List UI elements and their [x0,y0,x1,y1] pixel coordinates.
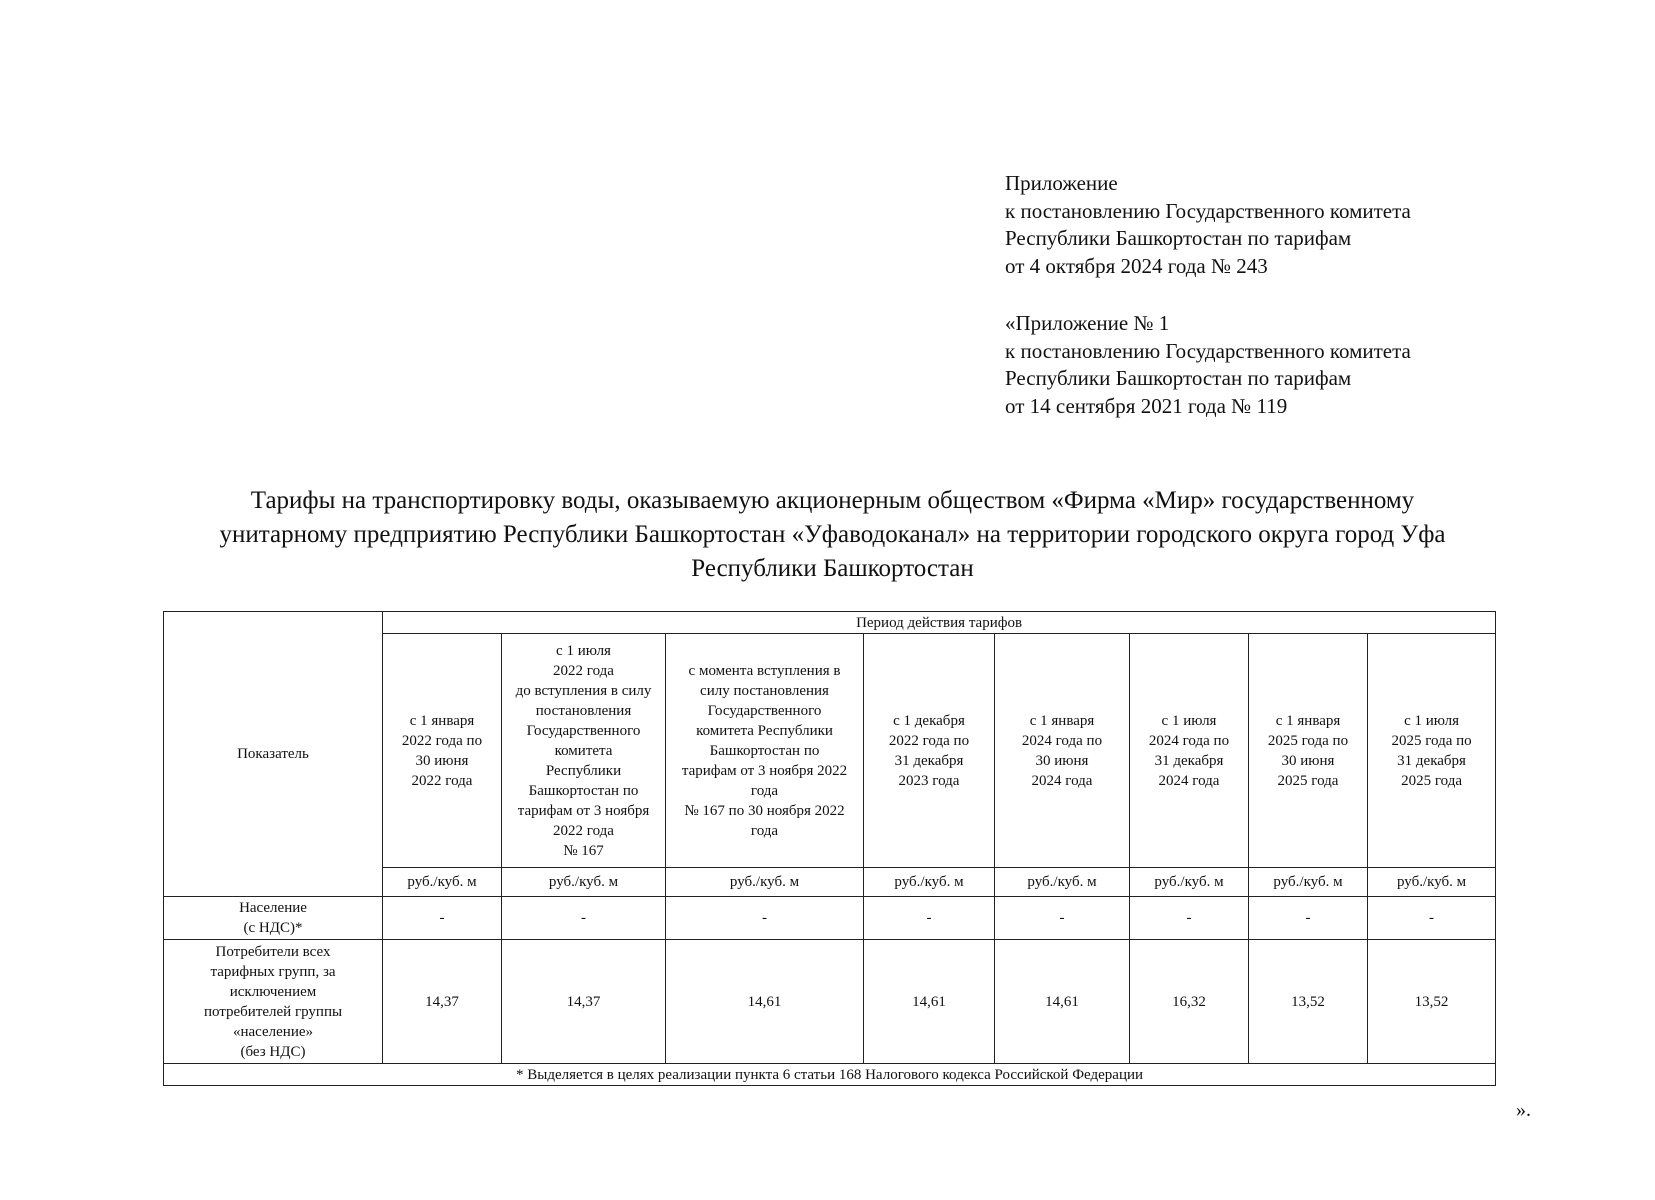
tariff-value: - [1368,897,1496,940]
row-label-line: потребителей группы [203,1003,343,1020]
period-header-cell-line: 2024 года [1158,772,1220,789]
tariff-value: - [666,897,864,940]
period-header-cell [864,634,995,868]
period-header-cell-line: комитета Республики [696,722,833,739]
period-header-cell [1130,634,1249,868]
table-row [164,897,1496,940]
period-header-cell-line: 30 июня [1035,752,1089,769]
unit-cell: руб./куб. м [995,868,1130,897]
original-appendix-header-line: от 14 сентября 2021 года № 119 [1005,393,1288,418]
tariff-value: 14,61 [666,940,864,1064]
period-header-cell-line: с 1 января [1029,712,1095,729]
unit-cell: руб./куб. м [666,868,864,897]
period-header-cell-line: года [750,822,779,839]
period-header-cell [502,634,666,868]
period-header: Период действия тарифов [383,612,1496,634]
unit-cell: руб./куб. м [383,868,502,897]
period-header-cell-line: с 1 января [1275,712,1341,729]
period-header-cell-line: № 167 по 30 ноября 2022 [684,802,845,819]
period-header-cell-line: с 1 июля [1161,712,1217,729]
period-header-cell-line: Республики [545,762,622,779]
period-header-cell [666,634,864,868]
row-label [164,940,383,1064]
tariff-value: - [1249,897,1368,940]
period-header-cell-line: с 1 июля [1404,712,1459,729]
period-header-cell-line: до вступления в силу [515,682,652,699]
period-header-cell-line: 2024 года по [1148,732,1230,749]
appendix-header-line: Приложение [1005,171,1118,195]
unit-cell: руб./куб. м [864,868,995,897]
period-header-cell-line: комитета [554,742,613,759]
row-label-line: Население [239,900,307,916]
period-header-cell-line: 30 июня [1281,752,1335,769]
period-header-cell-line: Государственного [526,722,641,739]
period-header-cell-line: 2022 года [411,772,473,789]
period-header-cell-line: постановления [535,702,632,719]
period-header-cell-line: с 1 января [409,712,475,729]
appendix-header [1005,170,1411,280]
period-header-cell-line: года [750,782,779,799]
period-header-cell-line: 2025 года [1277,772,1339,789]
tariff-value: 14,37 [383,940,502,1064]
row-label-line: исключением [229,983,317,1000]
footnote: * Выделяется в целях реализации пункта 6 статьи 168 Налогового кодекса Российской Федерации [164,1064,1496,1086]
row-label-line: Потребители всех [215,943,331,960]
period-header-cell-line: 2022 года по [888,732,970,749]
title-line: Республики Башкортостан [691,555,974,582]
tariff-value: - [1130,897,1249,940]
period-header-cell-line: 2024 года [1031,772,1093,789]
row-label-line: (с НДС)* [243,920,303,936]
original-appendix-header-line: к постановлению Государственного комитета [1005,338,1411,363]
tariff-value: - [502,897,666,940]
title-line: унитарному предприятию Республики Башкортостан «Уфаводоканал» на территории городского округа город Уфа [219,521,1446,548]
unit-cell: руб./куб. м [502,868,666,897]
period-header-cell-line: 2025 года по [1267,732,1349,749]
tariff-value: - [995,897,1130,940]
appendix-header-line: от 4 октября 2024 года № 243 [1005,253,1268,278]
tariff-value: 14,61 [864,940,995,1064]
period-header-cell [995,634,1130,868]
period-header-cell-line: 2022 года [553,822,614,839]
title-line: Тарифы на транспортировку воды, оказываемую акционерным обществом «Фирма «Мир» государственному [250,487,1415,514]
end-mark: ». [1516,1099,1531,1121]
period-header-cell-line: с момента вступления в [688,662,841,679]
tariff-value: 13,52 [1368,940,1496,1064]
period-header-cell-line: 2022 года по [401,732,483,749]
period-header-cell-line: 2024 года по [1021,732,1103,749]
tariff-value: - [383,897,502,940]
period-header-cell-line: 31 декабря [894,752,964,769]
period-header-cell-line: 30 июня [415,752,469,769]
period-header-cell-line: 2022 года [553,662,614,679]
table-row [164,940,1496,1064]
row-label-line: (без НДС) [240,1043,306,1060]
tariff-value: 16,32 [1130,940,1249,1064]
unit-cell: руб./куб. м [1130,868,1249,897]
tariff-table [163,611,1496,1086]
tariff-value: 14,61 [995,940,1130,1064]
indicator-header: Показатель [164,612,383,897]
period-header-cell-line: Башкортостан по [528,782,639,799]
period-header-cell-line: Башкортостан по [709,742,820,759]
period-header-cell-line: Государственного [707,702,822,719]
period-header-cell-line: 2025 года по [1391,732,1472,749]
original-appendix-header-line: «Приложение № 1 [1005,311,1170,335]
original-appendix-header [1005,310,1411,420]
row-label-line: тарифных групп, за [210,963,336,980]
period-header-cell [383,634,502,868]
appendix-header-line: к постановлению Государственного комитета [1005,198,1411,223]
tariff-value: 14,37 [502,940,666,1064]
tariff-value: 13,52 [1249,940,1368,1064]
period-header-cell-line: 31 декабря [1154,752,1224,769]
unit-cell: руб./куб. м [1368,868,1496,897]
period-header-cell [1368,634,1496,868]
appendix-header-line: Республики Башкортостан по тарифам [1005,226,1352,250]
document-title [120,484,1545,586]
period-header-cell-line: тарифам от 3 ноября [517,802,650,819]
period-header-cell-line: тарифам от 3 ноября 2022 [681,762,848,779]
period-header-cell [1249,634,1368,868]
period-header-cell-line: 2025 года [1401,772,1462,789]
period-header-cell-line: 31 декабря [1397,752,1466,769]
period-header-cell-line: № 167 [563,842,604,859]
original-appendix-header-line: Республики Башкортостан по тарифам [1005,366,1352,390]
period-header-cell-line: силу постановления [700,682,829,699]
row-label-line: «население» [232,1023,314,1040]
tariff-value: - [864,897,995,940]
period-header-cell-line: с 1 июля [556,642,611,659]
period-header-cell-line: 2023 года [898,772,960,789]
unit-cell: руб./куб. м [1249,868,1368,897]
row-label [164,897,383,940]
period-header-cell-line: с 1 декабря [893,712,965,729]
